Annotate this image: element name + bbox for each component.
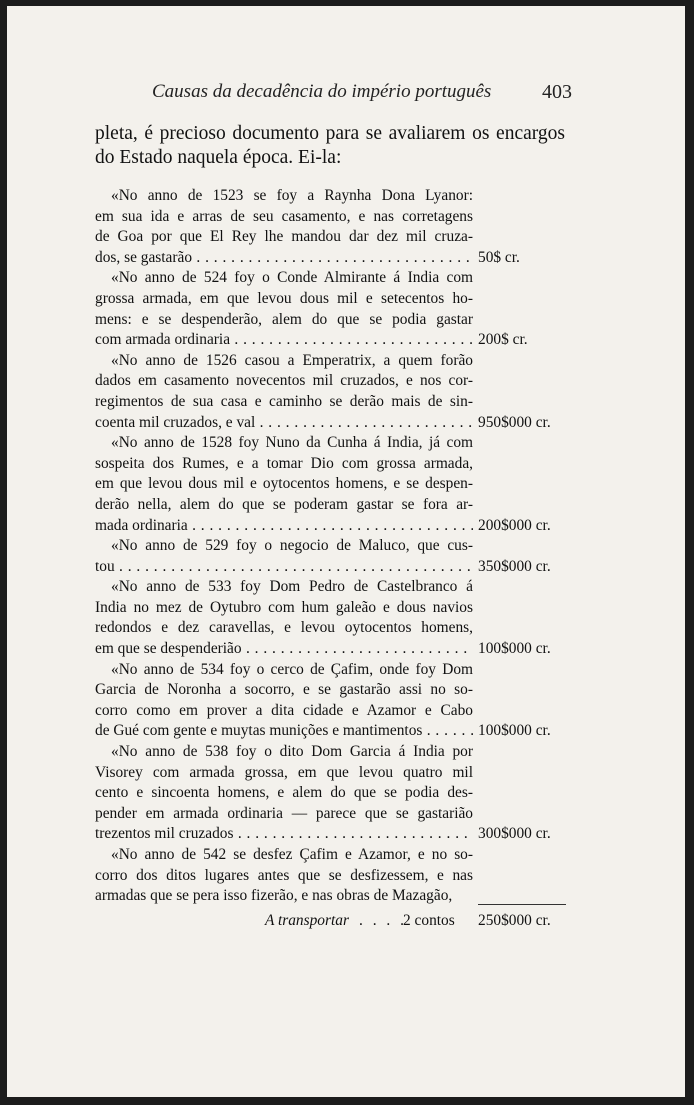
expense-entry [95,742,565,845]
entry-line [95,680,565,701]
entry-line-text: em que se despenderião . . . [95,639,473,660]
carry-forward-total: 250$000 cr. [478,912,551,929]
entry-line-text: grossa armada, em que levou dous mil e setecentos ho- [95,289,473,307]
entry-line [95,433,565,454]
entry-line [95,413,565,434]
entry-line [95,783,565,804]
running-header [152,81,572,107]
entry-line-text: de Goa por que El Rey lhe mandou dar dez mil cruza- [95,228,473,246]
expense-entry [95,268,565,350]
entry-line-text: «No anno de 524 foy o Conde Almirante á India com [111,269,473,287]
entry-line-text: «No anno de 1523 se foy a Raynha Dona Lyanor: [111,187,473,204]
entry-line-text: dados em casamento novecentos mil cruzados, e nos cor- [95,372,473,390]
carry-forward-dots: . . . . [359,912,407,929]
entry-line [95,516,565,537]
entry-line-text: «No anno de 538 foy o dito Dom Garcia á India por [111,743,473,761]
entry-line-text: «No anno de 1526 casou a Emperatrix, a quem forão [111,351,473,369]
entry-line [95,310,565,331]
entry-line [95,845,565,866]
entry-amount: 100$000 cr. [478,722,551,740]
entry-line-text: cento e sincoenta homens, e alem do que se podia des- [95,784,473,802]
entry-line [95,330,565,351]
entry-line-text: mada ordinaria . . . [95,516,473,537]
carry-forward-line [95,912,565,934]
page-number: 403 [542,81,572,103]
entry-line-text: armadas que se pera isso fizerão, e nas obras de Mazagão, [95,887,453,905]
entry-line [95,186,565,207]
entry-line [95,248,565,269]
entry-amount: 100$000 cr. [478,640,551,658]
intro-paragraph: pleta, é precioso documento para se avaliarem os encargos do Estado naquela época. Ei-la: [95,123,565,168]
entry-line-text: trezentos mil cruzados . . . [95,824,473,845]
entry-line [95,824,565,845]
entry-amount: 200$ cr. [478,331,528,349]
entry-line [95,639,565,660]
entry-line-text: em que levou dous mil e oytocentos homens, e se despen- [95,475,473,493]
entry-line [95,866,565,887]
expense-entry [95,660,565,742]
entry-amount: 300$000 cr. [478,825,551,843]
entry-line-text: Visorey com armada grossa, em que levou quatro mil [95,763,473,781]
expense-entry [95,536,565,577]
expense-entry [95,577,565,659]
entry-line-text: regimentos de sua casa e caminho se derão mais de sin- [95,392,473,410]
carry-forward-label: A transportar [265,912,349,929]
entry-line [95,268,565,289]
entry-line [95,536,565,557]
entry-amount: 950$000 cr. [478,413,551,431]
entry-line-text: corro como em prover a dita cidade e Azamor e Cabo [95,701,473,719]
carry-forward-contos: 2 contos [403,912,455,929]
entry-line-text: derão nella, alem do que se poderam gastar se fora ar- [95,495,473,513]
entry-line-text: «No anno de 542 se desfez Çafim e Azamor, e no so- [111,846,473,863]
entry-line-text: corro dos ditos lugares antes que se desfizessem, e nas [95,866,473,884]
expense-entry [95,845,565,907]
expense-entry [95,186,565,268]
entry-line-text: em sua ida e arras de seu casamento, e nas corretagens [95,207,473,225]
entry-line [95,804,565,825]
book-page [7,6,685,1097]
entry-line [95,371,565,392]
entry-line-text: «No anno de 533 foy Dom Pedro de Castelbranco á [111,578,473,596]
entry-line-text: pender em armada ordinaria — parece que se gastarião [95,804,473,822]
entry-line-text: de Gué com gente e muytas munições e mantimentos . . . [95,721,473,742]
entry-amount: 350$000 cr. [478,557,551,575]
entry-line [95,618,565,639]
running-title: Causas da decadência do império português [152,81,492,102]
entry-line [95,474,565,495]
entry-line-text: sospeita dos Rumes, e a tomar Dio com grossa armada, [95,454,473,472]
entry-line [95,660,565,681]
entry-line [95,351,565,372]
entry-line [95,392,565,413]
entry-line [95,557,565,578]
entry-line [95,577,565,598]
expense-list [95,186,565,907]
entry-line [95,227,565,248]
entry-line [95,454,565,475]
entry-line [95,721,565,742]
sum-rule [478,904,566,905]
entry-line-text: mens: e se despenderão, alem do que se podia gastar [95,310,473,328]
expense-entry [95,351,565,433]
entry-line-text: tou . . . [95,557,473,578]
entry-line-text: coenta mil cruzados, e val . . . [95,413,473,434]
entry-line [95,495,565,516]
entry-line-text: «No anno de 529 foy o negocio de Maluco, que cus- [111,537,473,555]
entry-line-text: «No anno de 1528 foy Nuno da Cunha á India, já com [111,434,473,452]
entry-line-text: India no mez de Oytubro com hum galeão e dous navios [95,598,473,616]
entry-line-text: Garcia de Noronha a socorro, e se gastarão assi no so- [95,681,473,699]
entry-line [95,289,565,310]
entry-line [95,742,565,763]
entry-line [95,598,565,619]
entry-line [95,207,565,228]
entry-amount: 50$ cr. [478,248,520,266]
entry-line-text: com armada ordinaria . . . [95,330,473,351]
entry-line [95,763,565,784]
entry-line-text: redondos e dez caravellas, e levou oytocentos homens, [95,619,473,637]
entry-line-text: «No anno de 534 foy o cerco de Çafim, onde foy Dom [111,660,473,678]
expense-entry [95,433,565,536]
entry-amount: 200$000 cr. [478,516,551,534]
entry-line [95,701,565,722]
entry-line-text: dos, se gastarão . . . [95,248,473,269]
